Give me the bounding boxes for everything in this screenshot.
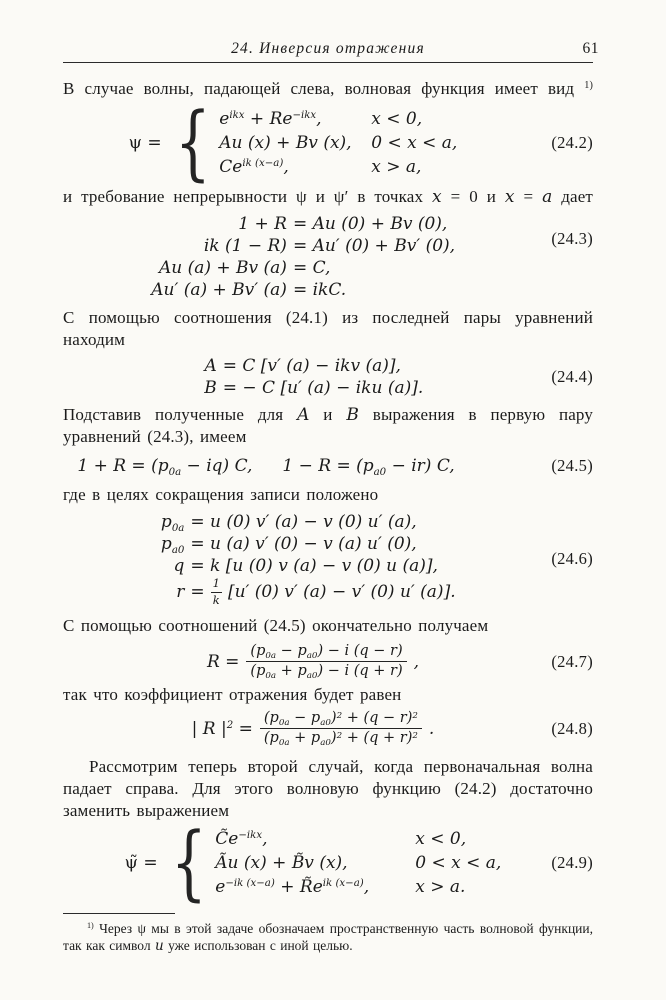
paragraph-continuity: и требование непрерывности ψ и ψ′ в точках x = 0 и x = a дает (63, 187, 593, 207)
fraction-numerator: 1 (211, 577, 222, 593)
equation-punctuation: . (428, 718, 435, 739)
header-rule (63, 62, 593, 63)
equation-lhs: R = (206, 651, 240, 672)
equation-rhs: = − C [u′ (a) − iku (a)]. (222, 378, 424, 398)
equation-rhs: [u′ (0) v′ (a) − v′ (0) u′ (a)]. (227, 582, 456, 603)
case-condition: 0 < x < a, (371, 133, 458, 153)
equation-24-8 (63, 710, 593, 747)
equation-lhs: 1 + R (238, 214, 287, 234)
equation-number: (24.7) (551, 651, 593, 671)
fraction-denominator: k (212, 592, 220, 607)
equation-lhs: A (204, 356, 217, 376)
fraction-numerator: $(p_{0a} - p_{a0})^2 + (q - r)^2$ (260, 710, 422, 729)
equation-number: (24.9) (551, 852, 593, 872)
fraction-numerator: $(p_{0a} - p_{a0}) - i$ (q − r) (246, 643, 406, 662)
equation-lhs: | R $|^2$ = (191, 718, 253, 739)
paragraph-relation-241: С помощью соотношения (24.1) из последней пары уравнений находим (63, 308, 593, 349)
page-number: 61 (582, 40, 599, 57)
fraction-denominator: $(p_{0a} + p_{a0})^2 + (q + r)^2$ (263, 730, 418, 749)
paragraph-notation: где в целях сокращения записи положено (63, 485, 379, 504)
equation-rhs: = u (a) v′ (0) − v (a) u′ (0), (190, 534, 417, 554)
left-brace-icon: { (170, 815, 207, 910)
equation-number: (24.4) (551, 367, 593, 386)
inline-fraction (211, 577, 222, 607)
case-expression: Au (x) + Bv (x), (219, 133, 352, 153)
paragraph-reflection-coefficient: так что коэффициент отражения будет равен (63, 685, 402, 705)
equation-right-part: $1 - R = (p_{a0} - ir)$ C, (282, 456, 455, 478)
case-condition: x > a. (415, 876, 466, 897)
equation-lhs: $p_{0a}$ (160, 512, 185, 534)
equation-number: (24.5) (551, 456, 593, 475)
equals-sign: = (190, 582, 205, 603)
cases-grid (219, 107, 457, 179)
equation-number: (24.3) (551, 228, 593, 248)
case-expression: Ãu (x) + B̃v (x), (215, 852, 348, 873)
equation-rhs: = C, (292, 258, 331, 278)
equation-number: (24.8) (551, 718, 593, 738)
equation-left-part: $1 + R = (p_{0a} - iq)$ C, (77, 456, 253, 478)
footnote-text: $^{1)}$ Через ψ мы в этой задаче обозначаем пространственную часть волновой функции, так как символ u уже использован с иной целью. (63, 920, 593, 954)
paragraph-second-case: Рассмотрим теперь второй случай, когда первоначальная волна падает справа. Для этого волновую функцию (24.2) достаточно заменить выражением (63, 756, 593, 820)
equation-rhs: = ikC. (292, 280, 347, 300)
equation-24-5 (63, 456, 593, 476)
paragraph-final-relation: С помощью соотношений (24.5) окончательно получаем (63, 616, 489, 636)
equation-lhs: Au′ (a) + Bv′ (a) (151, 280, 287, 300)
equation-24-4 (63, 355, 593, 399)
fraction-denominator: $(p_{0a} + p_{a0}) - i$ (q + r) (250, 663, 403, 682)
equation-punctuation: , (413, 651, 420, 672)
equation-24-2 (63, 96, 593, 190)
footnote-rule (63, 913, 175, 914)
paragraph-intro: В случае волны, падающей слева, волновая функция имеет вид $^{1)}$ (63, 79, 593, 98)
cases-grid (215, 827, 501, 899)
equation-lhs: $p_{a0}$ (160, 534, 185, 556)
case-condition: x > a, (371, 157, 422, 177)
case-expression: $e^{-ik (x-a)}$ + $R̃e^{ik (x-a)}$, (215, 876, 370, 897)
left-brace-icon: { (174, 96, 211, 190)
case-condition: x < 0, (415, 828, 467, 849)
equation-rhs: = Au (0) + Bv (0), (292, 214, 448, 234)
case-expression: $Ce^{ik (x-a)}$, (219, 157, 289, 177)
equation-24-3 (63, 213, 593, 301)
equation-24-7 (63, 643, 593, 680)
equation-number: (24.2) (551, 133, 593, 152)
paragraph-substitute-ab: Подставив полученные для A и B выражения в первую пару уравнений (24.3), имеем (63, 405, 593, 446)
fraction (246, 643, 406, 680)
running-head-title: 24. Инверсия отражения (231, 40, 425, 57)
equation-rhs: = Au′ (0) + Bv′ (0), (292, 236, 456, 256)
case-condition: x < 0, (371, 109, 423, 129)
equation-lhs: Au (a) + Bv (a) (158, 258, 287, 278)
equation-lhs: r (176, 582, 185, 603)
equation-number: (24.6) (551, 549, 593, 569)
psi-tilde-lhs: ψ̃ = (124, 852, 158, 873)
equation-rhs: = k [u (0) v (a) − v (0) u (a)], (190, 556, 438, 576)
equation-lhs: B (204, 378, 217, 398)
case-expression: $e^{ikx} + Re^{-ikx}$, (219, 109, 322, 129)
case-expression: $C̃e^{-ikx}$, (215, 828, 268, 849)
equation-lhs: ik (1 − R) (203, 236, 287, 256)
case-condition: 0 < x < a, (415, 852, 502, 873)
fraction (260, 710, 422, 747)
running-header (63, 40, 599, 60)
psi-lhs: ψ = (128, 133, 162, 153)
equation-24-9 (63, 815, 593, 910)
equation-rhs: = u (0) v′ (a) − v (0) u′ (a), (190, 512, 417, 532)
equation-24-6 (63, 511, 593, 607)
equation-rhs: = C [v′ (a) − ikv (a)], (222, 356, 401, 376)
equation-lhs: q (173, 556, 185, 576)
